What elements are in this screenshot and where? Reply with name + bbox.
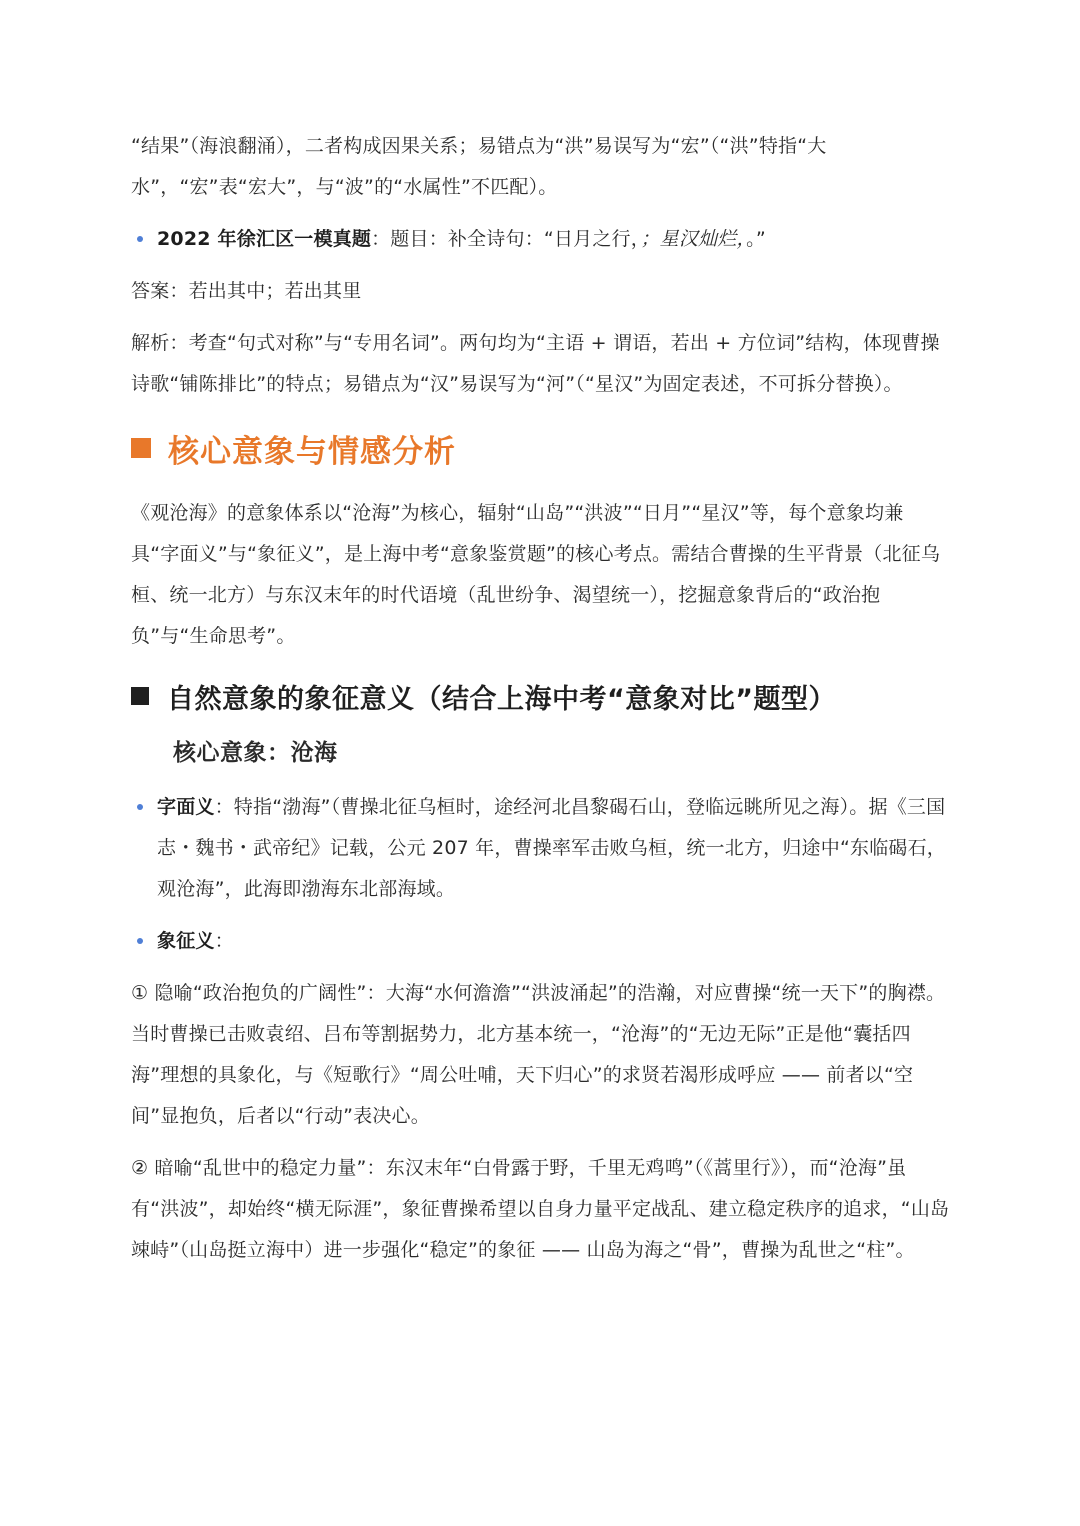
exam-tail: 。” — [746, 228, 766, 250]
exam-text: ：题目：补全诗句：“日月之行， — [371, 228, 641, 250]
point-two-paragraph: ② 暗喻“乱世中的稳定力量”：东汉末年“白骨露于野，千里无鸡鸣”（《蒿里行》），而“沧海”虽有“洪波”，却始终“横无际涯”，象征曹操希望以自身力量平定战乱、建立稳定秩序的追求，“山岛竦峙”（山岛挺立海中）进一步强化“稳定”的象征 —— 山岛为海之“骨”，曹操为乱世之“柱”。 — [131, 1157, 950, 1261]
point-one-paragraph: ① 隐喻“政治抱负的广阔性”：大海“水何澹澹”“洪波涌起”的浩瀚，对应曹操“统一天下”的胸襟。当时曹操已击败袁绍、吕布等割据势力，北方基本统一，“沧海”的“无边无际”正是他“囊括四海”理想的具象化，与《短歌行》“周公吐哺，天下归心”的求贤若渴形成呼应 —— 前者以“空间”显抱负，后者以“行动”表决心。 — [131, 982, 946, 1127]
bullet-dot-icon — [137, 804, 143, 810]
list-item-literal — [131, 787, 951, 910]
document-page — [131, 126, 951, 1282]
list-item-exam — [131, 219, 951, 260]
section-title: 核心意象与情感分析 — [168, 433, 456, 470]
symbolic-label: 象征义 — [157, 930, 215, 952]
section-heading — [131, 423, 951, 473]
black-square-icon — [131, 687, 149, 705]
answer-paragraph: 答案：若出其中；若出其里 — [131, 280, 362, 302]
symbolic-text: ： — [214, 930, 234, 952]
exam-label: 2022 年徐汇区一模真题 — [157, 228, 372, 250]
bullet-dot-icon — [137, 236, 143, 242]
exam-blank-text: ；星汉灿烂， — [640, 228, 747, 250]
literal-text: ：特指“渤海”（曹操北征乌桓时，途经河北昌黎碣石山，登临远眺所见之海）。据《三国志・魏书・武帝纪》记载，公元 207 年，曹操率军击败乌桓，统一北方，归途中“东临碣石，观沧海”，此海即渤海东北部海域。 — [157, 796, 946, 900]
subsection-heading — [131, 671, 951, 721]
bullet-dot-icon — [137, 938, 143, 944]
orange-square-icon — [131, 438, 151, 458]
analysis-paragraph: 解析：考查“句式对称”与“专用名词”。两句均为“主语 + 谓语，若出 + 方位词”结构，体现曹操诗歌“铺陈排比”的特点；易错点为“汉”易误写为“河”（“星汉”为固定表述，不可拆分替换）。 — [131, 332, 940, 395]
subsection-title: 自然意象的象征意义（结合上海中考“意象对比”题型） — [167, 683, 836, 715]
list-item-symbolic — [131, 921, 951, 962]
core-image-heading: 核心意象：沧海 — [173, 740, 338, 766]
intro-paragraph: 《观沧海》的意象体系以“沧海”为核心，辐射“山岛”“洪波”“日月”“星汉”等，每个意象均兼具“字面义”与“象征义”，是上海中考“意象鉴赏题”的核心考点。需结合曹操的生平背景（北征乌桓、统一北方）与东汉末年的时代语境（乱世纷争、渴望统一），挖掘意象背后的“政治抱负”与“生命思考”。 — [131, 502, 941, 647]
paragraph-result: “结果”（海浪翻涌），二者构成因果关系；易错点为“洪”易误写为“宏”（“洪”特指“大水”，“宏”表“宏大”，与“波”的“水属性”不匹配）。 — [131, 135, 827, 198]
literal-label: 字面义 — [157, 796, 215, 818]
